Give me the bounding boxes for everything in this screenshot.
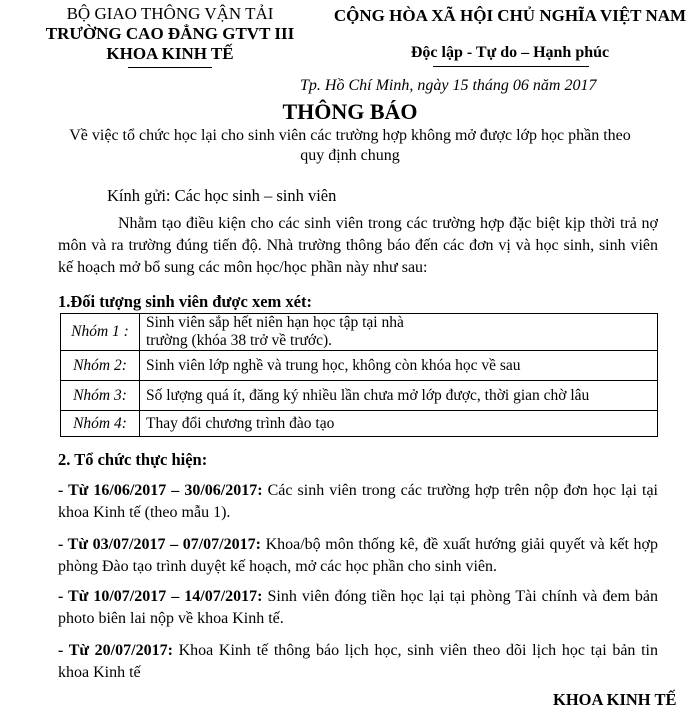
faculty-name: KHOA KINH TẾ: [106, 44, 234, 63]
group-desc-line: trường (khóa 38 trở về trước).: [146, 332, 333, 349]
group-name: Nhóm 4:: [61, 411, 140, 437]
salutation: Kính gửi: Các học sinh – sinh viên: [107, 186, 337, 205]
group-description: Số lượng quá ít, đăng ký nhiều lần chưa mở lớp được, thời gian chờ lâu: [140, 381, 658, 411]
group-description: Thay đổi chương trình đào tạo: [140, 411, 658, 437]
group-name: Nhóm 1 :: [61, 314, 140, 351]
header-left-divider: [128, 67, 212, 68]
section1-heading: 1.Đối tượng sinh viên được xem xét:: [58, 292, 312, 311]
national-title: CỘNG HÒA XÃ HỘI CHỦ NGHĨA VIỆT NAM: [333, 6, 687, 25]
timeline-text: Các sinh viên trong các trường hợp trên nộp đơn học lại tại khoa Kinh tế (theo mẫu 1).: [58, 482, 659, 521]
table-row: [61, 411, 658, 437]
table-row: [61, 381, 658, 411]
table-row: [61, 351, 658, 381]
date-line: Tp. Hồ Chí Minh, ngày 15 tháng 06 năm 2017: [300, 77, 597, 94]
timeline-item: [58, 480, 658, 524]
timeline-period: - Từ 03/07/2017 – 07/07/2017:: [58, 536, 261, 553]
timeline-period: - Từ 10/07/2017 – 14/07/2017:: [58, 588, 263, 605]
group-description: Sinh viên lớp nghề và trung học, không còn khóa học về sau: [140, 351, 658, 381]
table-row: [61, 314, 658, 351]
timeline-text: Sinh viên đóng tiền học lại tại phòng Tài chính và đem bản photo biên lai nộp về khoa Kinh tế.: [58, 588, 659, 627]
school-name: TRƯỜNG CAO ĐẲNG GTVT III: [45, 24, 295, 43]
header-right-divider: [433, 66, 589, 67]
group-desc-line: Sinh viên sắp hết niên hạn học tập tại nhà: [146, 314, 404, 331]
signature: KHOA KINH TẾ: [553, 690, 677, 709]
page-title: THÔNG BÁO: [282, 99, 418, 124]
timeline-text: Khoa/bộ môn thống kê, đề xuất hướng giải quyết và kết hợp phòng Đào tạo trình duyệt kế hoạch, mở các học phần cho sinh viên.: [58, 536, 658, 575]
group-name: Nhóm 3:: [61, 381, 140, 411]
timeline-period: - Từ 16/06/2017 – 30/06/2017:: [58, 482, 263, 499]
group-name: Nhóm 2:: [61, 351, 140, 381]
subtitle-line-1: Về việc tổ chức học lại cho sinh viên các trường hợp không mở được lớp học phần theo: [69, 127, 631, 144]
subtitle-line-2: quy định chung: [300, 147, 400, 164]
timeline-period: - Từ 20/07/2017:: [58, 642, 173, 659]
national-motto: Độc lập - Tự do – Hạnh phúc: [410, 44, 610, 61]
groups-table: [60, 313, 658, 437]
intro-paragraph: Nhằm tạo điều kiện cho các sinh viên trong các trường hợp đặc biệt kịp thời trả nợ môn và ra trường đúng tiến độ. Nhà trường thông báo đến các đơn vị và học sinh, sinh viên kế hoạch mở bổ sung các môn học/học phần này như sau:: [58, 215, 658, 276]
section2-heading: 2. Tổ chức thực hiện:: [58, 450, 208, 469]
group-description: [140, 314, 658, 351]
timeline-item: [58, 640, 658, 684]
timeline-item: [58, 586, 658, 630]
timeline-item: [58, 534, 658, 578]
ministry-name: BỘ GIAO THÔNG VẬN TẢI: [66, 4, 274, 23]
timeline-text: Khoa Kinh tế thông báo lịch học, sinh viên theo dõi lịch học tại bản tin khoa Kinh tế: [58, 642, 658, 681]
